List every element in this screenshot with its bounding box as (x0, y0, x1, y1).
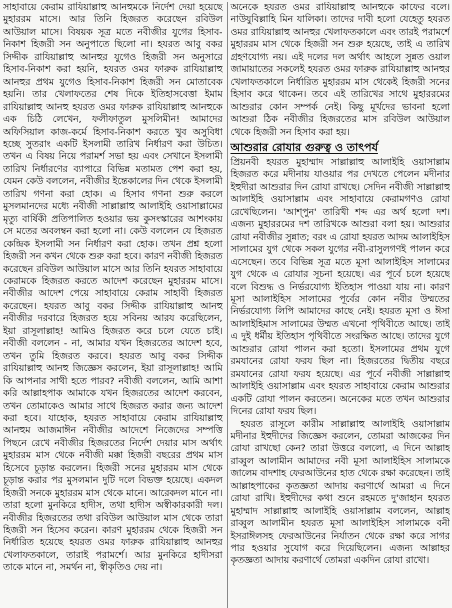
body-paragraph: প্রিয়নবী হযরত মুহাম্মাদ সাল্লাল্লাহু আলাইহি ওয়াসাল্লাম হিজরত করে মদীনায় যাওয়ার পর দেখতে পেলেন মদীনার ইহুদীরা আশুরার দিন রোযা রাখছে। সেদিন নবীজী সাল্লাল্লাহু আলাইহি ওয়াসাল্লাম এবং সাহাবায়ে কেরামগণও রোযা রেখেছিলেন। 'আশ্পুন' তারিখী শব্দ এর অর্থ হলো দশ। এজন্য মুহাররমের দশ তারিখকে আশুরা বলা হয়। আশুরার রোযা নবীজীর সুন্নাত; বরং এ রোযা হযরত আদম আলাইহিস সালামের যুগ থেকে সকল যুগের নবী-রাসুলগণই পালন করে এসেছেন। তবে বিভিন্ন সূত্র মতে মূসা আলাইহিস সালামের যুগ থেকে এ রোযার সূচনা হয়েছে। এর পূর্বে চলে হয়েছে বলে বিশুদ্ধ ও নির্ভরযোগ্য ইতিহাস পাওয়া যায় না। কারণ মূসা আলাইহিস সালামের পূর্বের কোন নবীর উম্মতের নির্ভরযোগ্য লিপি আমাদের কাছে নেই। হযরত মূসা ও ঈসা আলাইহিমাস সালামের উম্মত এখনো পৃথিবীতে আছে। তাই এ দুই ধর্মীয় ইতিহাস পৃথিবীতে সংরক্ষিত আছে। তাদের যুগে আশুরার রোযা পালন করা হতো। ইসলামের প্রথম যুগে রমযানের রোযা ফরয ছিল না। হিজরতের দ্বিতীয় বছরে রমযানের রোযা ফরয হয়েছে। এর পূর্বে নবীজী সাল্লাল্লাহু আলাইহি ওয়াসাল্লাম এবং হযরত সাহাবায়ে কেরাম আশুরার একটি রোযা পালন করতেন। অনেকের মতে তখন আশুরার দিনের রোযা ফরয ছিল। (230, 156, 450, 418)
right-column (230, 2, 450, 608)
body-paragraph: হযরত রাসূলে কারীম সাল্লাল্লাহু আলাইহি ওয়াসাল্লাম মদীনার ইহুদীদের জিজ্ঞেস করলেন, তোমরা আজকের দিন রোযা রাখছো কেন? তারা উত্তরে বললো, এ দিনে আল্লাহ রাব্বুল আলামীন আমাদের নবী মূসা আলাইহিস সালামকে জালেম বাদশাহ ফেরআউনের হাত থেকে রক্ষা করেছেন। তাই আল্লাহপাকের কৃতজ্ঞতা আদায় করণার্থে আমরা এ দিনে রোযা রাখি। ইহুদীদের কথা শুনে রহমতে দু'জাহান হযরত মুহাম্মাদ সাল্লাল্লাহু আলাইহি ওয়াসাল্লাম বললেন, আল্লাহ রাব্বুল আলামীন হযরত মূসা আলাইহিস সালামকে বনী ইসরাঈলসহ ফেরআউনের নির্যাতন থেকে রক্ষা করে সাগর পার হওয়ার সুযোগ করে দিয়েছিলেন। এজন্য আল্লাহর কৃতজ্ঞতা আদায় করণার্থে তোমরা একদিন রোযা রাখো। (230, 418, 450, 567)
column-divider (227, 2, 228, 608)
left-column (3, 2, 223, 608)
body-paragraph: অনেকে হযরত ওমর রাযিয়াল্লাহু আনহুকে কাফের বলে। নাউযুবিল্লাহি মিন যালিকা। তাদের দাবী হলো যেহেতু হযরত ওমর রাযিয়াল্লাহু আনহুর খেলাফতকালে এবং তারই পরামর্শে মুহাররম মাস থেকে হিজরী সন শুরু হয়েছে, তাই এ তারিখ গ্রহণযোগ্য নয়। এই দলের দল অর্থাৎ আহলে সুন্নত ওয়াল জামায়াতের সকলেই হযরত ওমর ফারুক রাযিয়াল্লাহু আনহুর খেলাফতকালে নির্ধারিত মুহাররম মাস থেকেই হিজরী সনের হিসাব করে থাকেন। তবে এই তারিখের সাথে মুহাররমের আশুরার কোন সম্পর্ক নেই। কিছু মূর্খদের ভাবনা হলো আশুরা ঠিক নবীজীর হিজরতের মাস রবিউল আউয়াল থেকে হিজরী সন হিসাব করা হয়। (230, 2, 450, 138)
body-paragraph: সাহাবায়ে কেরাম রাযিয়াল্লাহু আনহুমকে নির্দেশ দেয়া হয়েছে মুহাররম মাসে। আর তিনি হিজরত করেছেন রবিউল আউয়াল মাসে। বিষয়ক সূত্র মতে নবীজীর যুগের হিসাব-নিকাশ হিজরী সন অনুপাতে ছিলো না। হযরত আবু বকর সিদ্দীক রাযিয়াল্লাহু আনহুর যুগেও হিজরী সন অনুসারে হিসাব-নিকাশ করা হয়নি, হযরত ওমর ফারুক রাযিয়াল্লাহু আনহুর প্রথম যুগেও হিসাব-নিকাশ হিজরী সন মোতাবেক হয়নি। তার খেলাফতের শেষ দিকে ইতিহাসবেত্তা ইমাম রাযিয়াল্লাহু আনহু হযরত ওমর ফারুক রাযিয়াল্লাহু আনহুকে এক চিঠি লেখেন, ফলীফাতুল মুসলিমীন! আমাদের অফিসিয়াল কাজ-কর্মে হিসাব-নিকাশ করতে খুব অসুবিধা হচ্ছে সুতরাং একটি ইসলামী তারিখ নির্ধারণ করা উচিত। তখন এ বিষয় নিয়ে পরামর্শ সভা হয় এবং সেখানে ইসলামী তারিখ নির্ধারণের ব্যাপারে বিভিন্ন মতামত পেশ করা হয়, যেমন কেউ বললেন, নবীজীর ইন্তেকালের দিন থেকে ইসলামী তারিখ গণনা করা হোক। এ হিসাব গণনা শুরু করলে মুসলমানদের মধ্যে নবীজী সাল্লাল্লাহু আলাইহি ওয়াসাল্লামের মৃত্যু বার্ষিকী প্রতিপালিত হওয়ার ভয় কুসংস্কারের আশংকায় সে মতের অবলম্বন করা হলো না। কেউ বললেন যে হিজরত কেন্দ্রিক ইসলামী সন নির্ধারণ করা হোক। তখন প্রশ্ন হলো হিজরী সন কখন থেকে শুরু করা হবে। কারণ নবীজী হিজরত করেছেন রবিউল আউয়াল মাসে আর তিনি হযরত সাহাবায়ে কেরামকে হিজরত করতে আদেশ করেছেন মুহাররম মাসে। নবীজীর আদেশ পেয়ে সাহাবায়ে কেরাম সাহাবী হিজরত করেছেন। হযরত আবু বকর সিদ্দীক রাযিয়াল্লাহু আনহু নবীজীর দরবারে হিজরত হয়ে সবিনয় আরয করেছিলেন, ইয়া রাসূলাল্লাহ! আমিও হিজরত করে চলে যেতে চাই। নবীজী বললেন - না, আমার যখন হিজরতের আদেশ হবে, তখন তুমি হিজরত করবে। হযরত আবু বকর সিদ্দীক রাযিয়াল্লাহু আনহু জিজ্ঞেস করলেন, ইয়া রাসূলাল্লাহ! আমি কি আপনার সাথী হতে পারব? নবীজী বললেন, আমি আশা করি আল্লাহপাক আমাকে যখন হিজরতের আদেশ করবেন, তখন তোমাকেও আমার সাথে হিজরত করার জন্য আদেশ করা হবে। যাহোক, হযরত সাহাবায়ে কেরাম রাযিয়াল্লাহু আনহুম আজমাঈন নবীজীর আদেশে নিজেদের সম্পত্তি পিছনে রেখে নবীজীর হিজরতের নির্দেশ দেয়ার মাস অর্থাৎ মুহাররম মাস থেকে নবীজী মক্কা হিজরী বছরের প্রথম মাস হিসেবে চূড়ান্ত করলেন। হিজরী সনের মুহাররম মাস থেকে চূড়ান্ত করার পর মুসলমান দুটি দলে বিভক্ত হয়েছে। একদল হিজরী সনকে মুহাররম মাস থেকে মানে। আরেকদল মানে না। তারা হলো মুনকিরে হাদীস, তথা হাদীস অস্বীকারকারী দল। নবীজীর হিজরতের তথা রবিউল আউয়াল মাস থেকে তারা হিজরী সন হিসেব করেন। কারণ মুহাররম থেকে হিজরী সন নির্ধারিত হয়েছে হযরত ওমর ফারুক রাযিয়াল্লাহু আনহুর খেলাফতকালে, তারাই পরামর্শে। আর মুনকিরে হাদীসরা তাকে মানে না, সমর্থন না, স্বীকৃতিও দেয় না। (3, 2, 223, 574)
section-heading: আশুরার রোযার গুরুত্ব ও তাৎপর্য (230, 140, 378, 154)
